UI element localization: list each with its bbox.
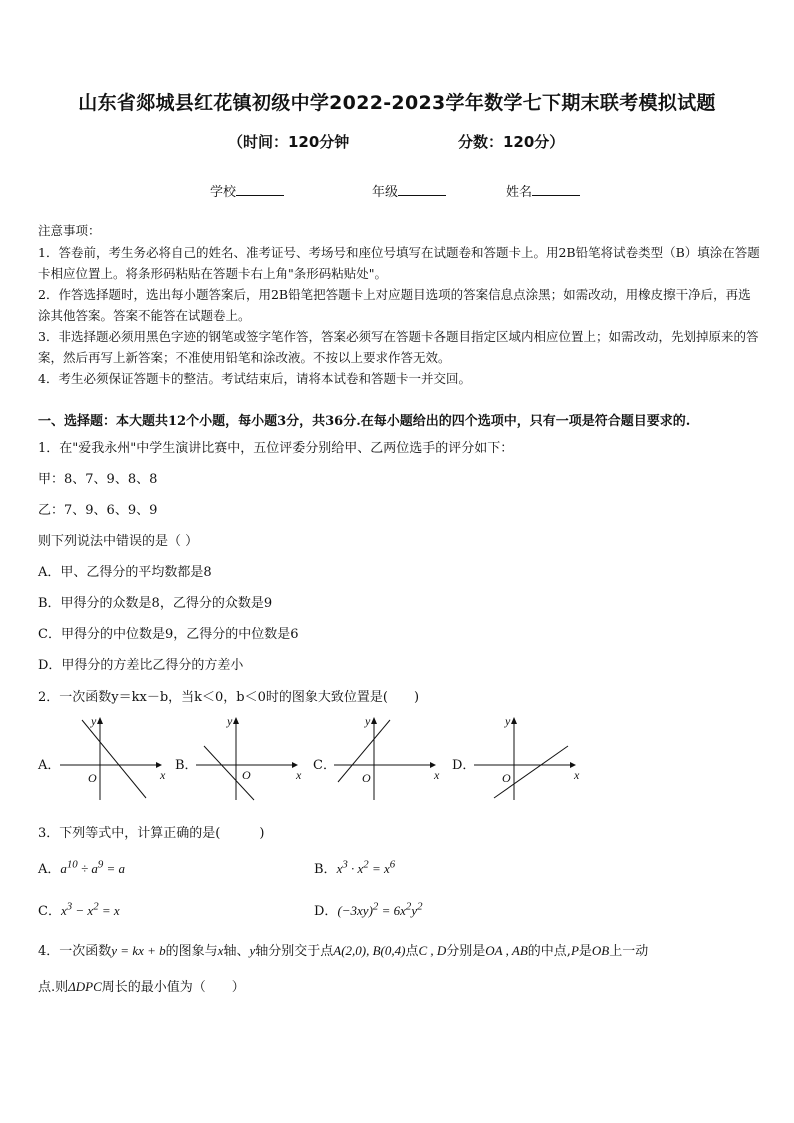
- q3-option-b[interactable]: [314, 858, 395, 877]
- q2-graph-c[interactable]: [334, 712, 444, 802]
- section-heading: 一、选择题：本大题共12个小题，每小题3分，共36分.在每小题给出的四个选项中，只有一项是符合题目要求的.: [38, 414, 691, 429]
- q4-oa-ab: OA , AB: [485, 943, 528, 958]
- q3-a-base: a: [60, 861, 67, 876]
- q3-a-base2: a: [91, 861, 98, 876]
- q4-text-j: 点.则: [38, 980, 69, 995]
- exam-time: （时间：120分钟: [228, 133, 350, 151]
- x-label: x: [434, 768, 440, 782]
- q4-text-d: 轴分别交于点: [255, 944, 334, 959]
- q3-d-exp2: 2: [405, 900, 412, 913]
- q1-option-c[interactable]: C．甲得分的中位数是9，乙得分的中位数是6: [38, 627, 299, 642]
- x-label: x: [296, 768, 302, 782]
- notice-item-1: 1．答卷前，考生务必将自己的姓名、准考证号、考场号和座位号填写在试题卷和答题卡上。用2B铅笔将试卷类型（B）填涂在答题卡相应位置上。将条形码粘贴在答题卡右上角"条形码粘贴处"。: [38, 245, 760, 281]
- q2-graph-d[interactable]: [474, 712, 584, 802]
- q4-y-axis: y: [249, 943, 256, 958]
- q3-d-exp3: 2: [417, 900, 423, 913]
- q4-text-c: 轴、: [223, 944, 250, 959]
- q3-c-result: = x: [98, 903, 120, 918]
- q4-text-b: 的图象与: [165, 944, 218, 959]
- origin-label: O: [362, 771, 371, 785]
- q3-d-base: (−3xy): [337, 903, 373, 918]
- grade-label: 年级: [372, 185, 399, 200]
- y-label: y: [91, 714, 97, 728]
- q3-a-exp2: 9: [97, 858, 104, 871]
- q4-x-axis: x: [217, 943, 224, 958]
- q1-ask: 则下列说法中错误的是（ ）: [38, 534, 199, 549]
- school-field: [210, 181, 284, 200]
- y-label: y: [227, 714, 233, 728]
- q3-a-label: A．: [38, 862, 61, 877]
- exam-score: 分数：120分）: [458, 133, 565, 151]
- y-axis-arrow: [511, 717, 517, 724]
- q4-text-i: 上一动: [609, 944, 649, 959]
- q4-text-h: 是: [578, 944, 592, 959]
- q3-d-exp1: 2: [372, 900, 379, 913]
- grade-field: [372, 181, 446, 200]
- q3-d-result: = 6x: [378, 903, 406, 918]
- q3-option-d[interactable]: [314, 900, 423, 919]
- q3-a-div: ÷: [77, 861, 92, 876]
- q3-a-exp1: 10: [66, 858, 78, 871]
- q2-graph-a[interactable]: [60, 712, 170, 802]
- q1-option-a[interactable]: A．甲、乙得分的平均数都是8: [38, 565, 212, 580]
- y-axis-arrow: [97, 717, 103, 724]
- q3-b-base2: x: [357, 861, 364, 876]
- notice-item-3: 3．非选择题必须用黑色字迹的钢笔或签字笔作答，答案必须写在答题卡各题目指定区域内相应位置上；如需改动，先划掉原来的答案，然后再写上新答案；不准使用铅笔和涂改液。不按以上要求作答无效。: [38, 329, 759, 365]
- q4-text-f: 分别是: [446, 944, 486, 959]
- name-blank[interactable]: [532, 183, 580, 196]
- q3-d-label: D．: [314, 904, 338, 919]
- q1-option-d[interactable]: D．甲得分的方差比乙得分的方差小: [38, 658, 244, 673]
- y-axis-arrow: [233, 717, 239, 724]
- q4-text-a: 4．一次函数: [38, 944, 112, 959]
- q3-b-result: = x: [368, 861, 390, 876]
- q4-text-e: 点: [405, 944, 419, 959]
- q4-text-g: 的中点,: [527, 944, 571, 959]
- q2-option-d-label[interactable]: D．: [452, 758, 476, 773]
- origin-label: O: [88, 771, 97, 785]
- q1-jia-scores: 甲：8、7、9、8、8: [38, 472, 158, 487]
- q1-stem: 1．在"爱我永州"中学生演讲比赛中，五位评委分别给甲、乙两位选手的评分如下：: [38, 441, 514, 456]
- q3-b-exp1: 3: [342, 858, 348, 871]
- q2-option-c-label[interactable]: C．: [313, 758, 336, 773]
- q3-option-a[interactable]: [38, 858, 125, 877]
- q4-cd: C , D: [418, 943, 447, 958]
- name-label: 姓名: [506, 185, 533, 200]
- q3-c-exp1: 3: [66, 900, 73, 913]
- q4-stem-line1: [38, 940, 648, 959]
- notice-heading: 注意事项：: [38, 223, 101, 238]
- q3-b-expr: [336, 858, 396, 876]
- q3-stem: 3．下列等式中，计算正确的是( ): [38, 826, 265, 841]
- q3-b-exp2: 2: [363, 858, 369, 871]
- q2-option-b-label[interactable]: B．: [175, 758, 198, 773]
- x-label: x: [574, 768, 580, 782]
- q3-option-c[interactable]: [38, 900, 120, 919]
- q2-option-a-label[interactable]: A．: [38, 758, 61, 773]
- q3-d-y: y: [411, 903, 418, 918]
- origin-label: O: [242, 768, 251, 782]
- grade-blank[interactable]: [398, 183, 446, 196]
- origin-label: O: [502, 771, 511, 785]
- q4-points: A(2,0), B(0,4): [333, 943, 406, 958]
- x-label: x: [160, 768, 166, 782]
- q3-c-base: x: [60, 903, 67, 918]
- school-label: 学校: [210, 185, 237, 200]
- q3-b-base: x: [336, 861, 343, 876]
- q4-stem-line2: [38, 976, 245, 995]
- function-line: [82, 720, 146, 798]
- q3-b-label: B．: [314, 862, 337, 877]
- notice-item-4: 4．考生必须保证答题卡的整洁。考试结束后，请将本试卷和答题卡一并交回。: [38, 371, 471, 386]
- q3-d-expr: [337, 900, 423, 918]
- q4-text-k: 周长的最小值为（ ）: [101, 980, 245, 995]
- q4-p: P: [570, 943, 579, 958]
- q3-b-exp3: 6: [389, 858, 396, 871]
- q4-triangle: ΔDPC: [68, 979, 102, 994]
- q2-graph-b[interactable]: [196, 712, 306, 802]
- q3-a-expr: [60, 858, 126, 876]
- q3-c-expr: [60, 900, 120, 918]
- notice-item-2: 2．作答选择题时，选出每小题答案后，用2B铅笔把答题卡上对应题目选项的答案信息点涂黑；如需改动，用橡皮擦干净后，再选涂其他答案。答案不能答在试题卷上。: [38, 287, 751, 323]
- y-label: y: [505, 714, 511, 728]
- q4-ob: OB: [591, 943, 610, 958]
- name-field: [506, 181, 580, 200]
- q3-c-label: C．: [38, 904, 61, 919]
- q3-c-minus: − x: [72, 903, 94, 918]
- y-axis-arrow: [371, 717, 377, 724]
- q1-option-b[interactable]: B．甲得分的众数是8，乙得分的众数是9: [38, 596, 273, 611]
- q1-yi-scores: 乙：7、9、6、9、9: [38, 503, 158, 518]
- y-label: y: [365, 714, 371, 728]
- q3-c-exp2: 2: [93, 900, 99, 913]
- q4-equation: y = kx + b: [111, 943, 166, 958]
- q3-a-result: = a: [103, 861, 126, 876]
- school-blank[interactable]: [236, 183, 284, 196]
- page-title: 山东省郯城县红花镇初级中学2022-2023学年数学七下期末联考模拟试题: [78, 92, 716, 114]
- q3-b-dot: ·: [347, 861, 358, 876]
- q2-stem: 2．一次函数y＝kx－b，当k＜0，b＜0时的图象大致位置是( ): [38, 690, 420, 705]
